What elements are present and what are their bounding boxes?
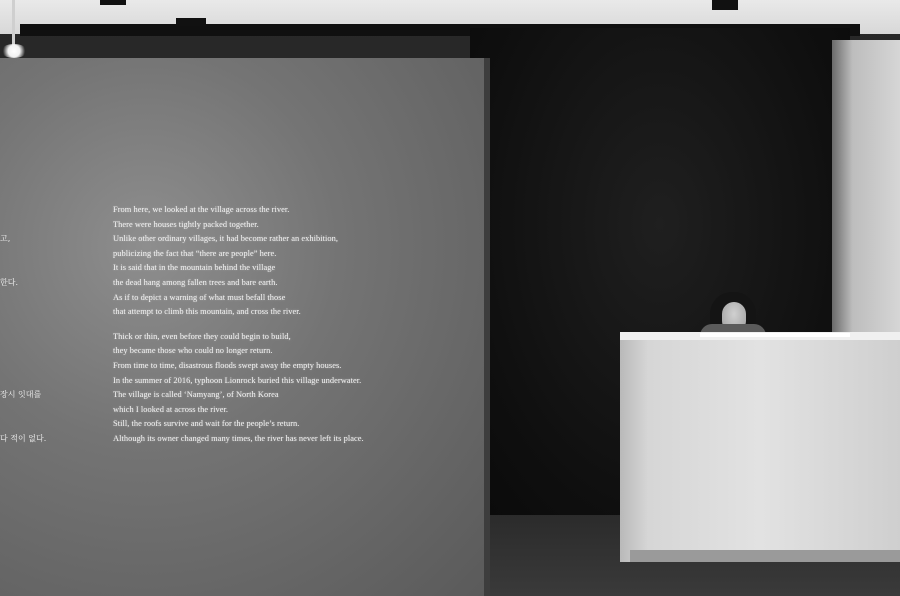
poem-line: they became those who could no longer return.	[113, 346, 273, 356]
projected-poem	[113, 203, 364, 457]
poem-line: Unlike other ordinary villages, it had become rather an exhibition,	[113, 234, 338, 244]
poem-line: From here, we looked at the village across the river.	[113, 205, 290, 214]
korean-line	[0, 247, 46, 262]
poem-line: which I looked at across the river.	[113, 404, 229, 414]
poem-line: As if to depict a warning of what must befall those	[113, 292, 286, 302]
korean-line: 한다.	[0, 277, 18, 287]
track-light-fixture	[712, 0, 738, 10]
poem-line: that attempt to climb this mountain, and cross the river.	[113, 307, 301, 317]
korean-line: 고,	[0, 234, 11, 244]
partition-edge	[484, 58, 490, 596]
korean-line	[0, 218, 46, 233]
poem-stanza-1	[113, 203, 364, 320]
poem-line: Although its owner changed many times, the river has never left its place.	[113, 433, 364, 443]
track-light-fixture	[176, 18, 206, 26]
poem-line: In the summer of 2016, typhoon Lionrock buried this village underwater.	[113, 375, 362, 385]
poem-line: Still, the roofs survive and wait for the people’s return.	[113, 419, 300, 429]
korean-line	[0, 203, 46, 218]
korean-line	[0, 330, 46, 345]
poem-line: publicizing the fact that “there are people” here.	[113, 248, 277, 258]
track-light-fixture	[100, 0, 126, 5]
korean-line: 다 적이 없다.	[0, 433, 47, 443]
desk-papers	[700, 333, 850, 337]
lamp-stem	[12, 0, 15, 46]
korean-line: 장시 잇대를	[0, 390, 42, 400]
poem-line: the dead hang among fallen trees and bare earth.	[113, 277, 278, 287]
korean-line	[0, 417, 46, 432]
korean-text-fragments	[0, 203, 46, 447]
reception-desk	[620, 335, 900, 562]
korean-line	[0, 359, 46, 374]
poem-line: From time to time, disastrous floods swept away the empty houses.	[113, 360, 342, 370]
side-wall	[832, 40, 900, 340]
korean-line	[0, 344, 46, 359]
poem-line: The village is called ‘Namyang’, of North Korea	[113, 390, 279, 400]
korean-line	[0, 374, 46, 389]
korean-line	[0, 291, 46, 306]
korean-line	[0, 403, 46, 418]
desk-base	[630, 550, 900, 562]
poem-stanza-2	[113, 330, 364, 447]
poem-line: It is said that in the mountain behind the village	[113, 263, 276, 273]
poem-line: Thick or thin, even before they could begin to build,	[113, 331, 291, 341]
spotlight-icon	[1, 44, 27, 58]
korean-line	[0, 305, 46, 320]
poem-line: There were houses tightly packed together.	[113, 219, 259, 229]
korean-line	[0, 261, 46, 276]
